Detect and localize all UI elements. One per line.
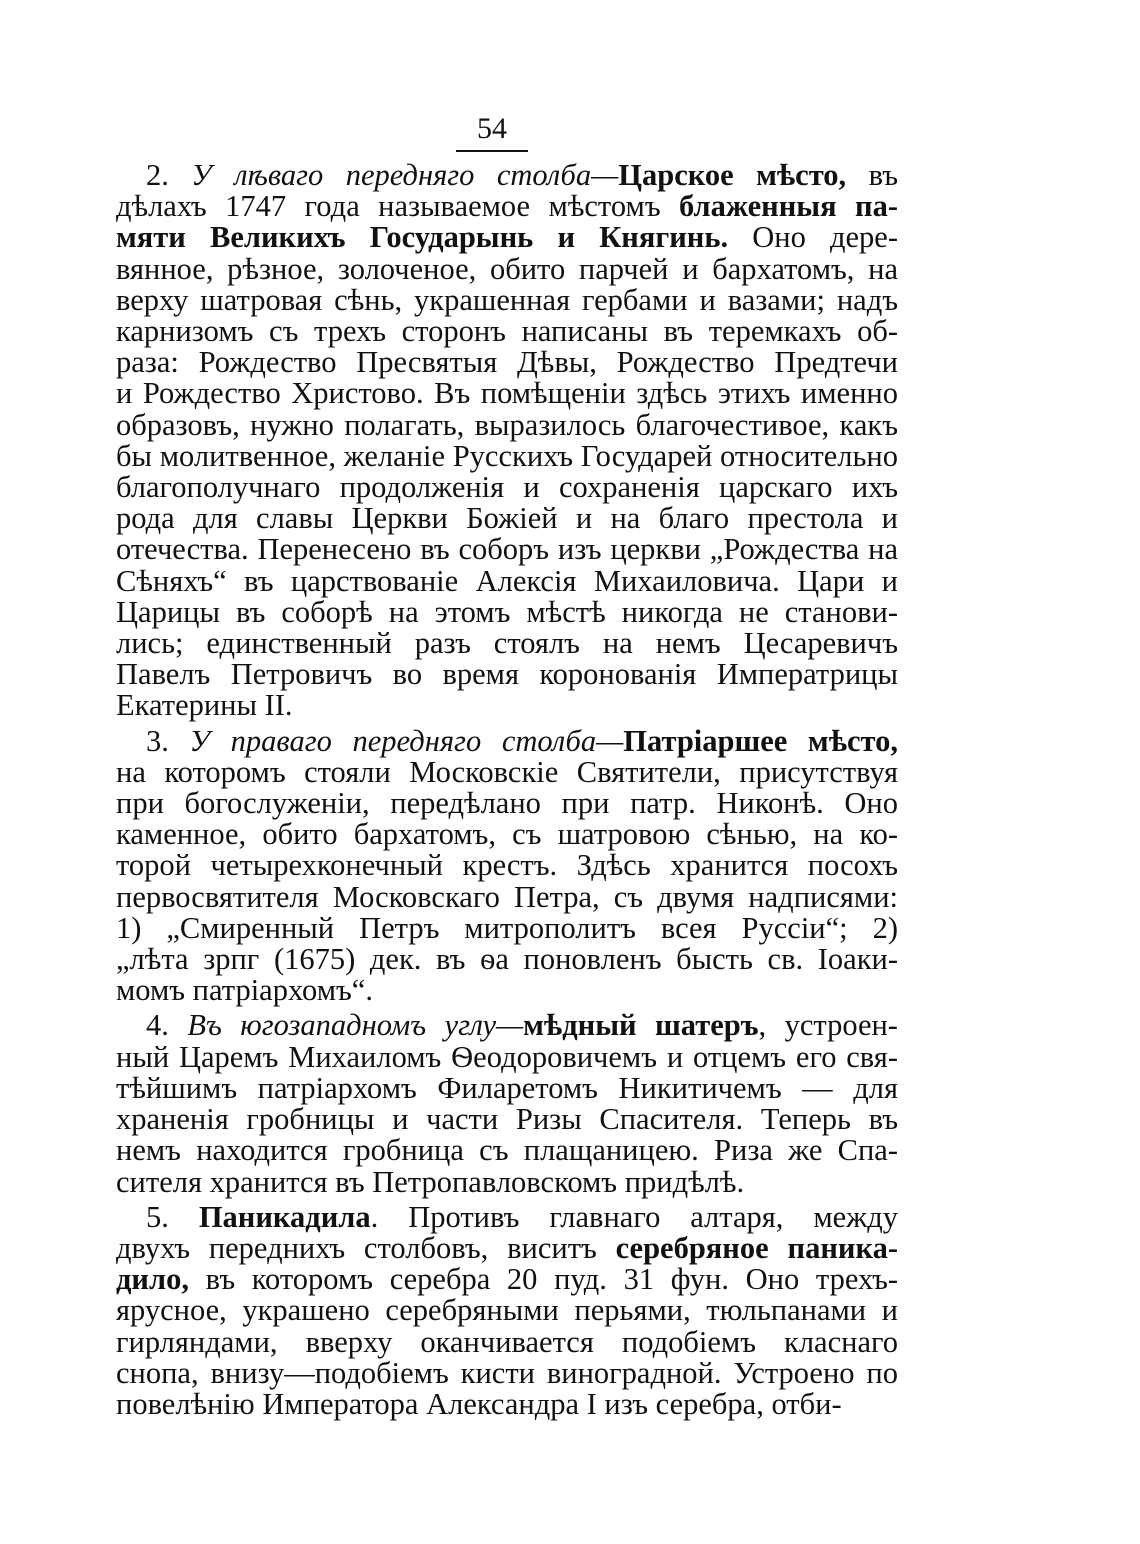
text-line: Сѣняхъ“ въ царствованіе Алексія Михаиловича. Цари и xyxy=(116,563,898,598)
text-line: первосвятителя Московскаго Петра, съ двумя надписями: xyxy=(116,879,898,914)
text-line: благополучнаго продолженія и сохраненія царскаго ихъ xyxy=(116,470,898,505)
text-line: торой четырехконечный крестъ. Здѣсь хранится посохъ xyxy=(116,848,898,883)
text-line: повелѣнію Императора Александра I изъ серебра, отби- xyxy=(116,1386,842,1421)
page-number: 54 xyxy=(456,112,528,152)
text-line: раза: Рождество Пресвятыя Дѣвы, Рождество Предтечи xyxy=(116,345,898,380)
bold-text: Паникадила xyxy=(198,1199,371,1234)
text-line: вянное, рѣзное, золоченое, обито парчей и бархатомъ, на xyxy=(116,251,898,286)
text-line: храненія гробницы и части Ризы Спасителя. Теперь въ xyxy=(116,1102,898,1137)
main-text xyxy=(116,160,898,1420)
text-line: Царицы въ соборѣ на этомъ мѣстѣ никогда не станови- xyxy=(116,594,898,629)
text-line: лись; единственный разъ стоялъ на немъ Цесаревичъ xyxy=(116,626,898,661)
text-line: Екатерины II. xyxy=(116,688,293,723)
text-line: 2. У лѣваго передняго столба—Царское мѣсто, въ xyxy=(146,158,899,192)
text-line: снопа, внизу—подобіемъ кисти виноградной. Устроено по xyxy=(116,1355,898,1390)
text-line: образовъ, нужно полагать, выразилось благочестивое, какъ xyxy=(116,407,898,442)
text-line: сителя хранится въ Петропавловскомъ придѣлѣ. xyxy=(116,1164,745,1199)
bold-text: мѣдный шатеръ xyxy=(523,1008,759,1043)
text-line: гирляндами, вверху оканчивается подобіемъ класнаго xyxy=(116,1324,898,1359)
paragraph xyxy=(116,1199,899,1421)
paragraph xyxy=(116,1010,898,1197)
bold-text: Патріаршее мѣсто, xyxy=(623,723,899,758)
text-line: дѣлахъ 1747 года называемое мѣстомъ блаженныя па- xyxy=(116,189,899,224)
text-line: отечества. Перенесено въ соборъ изъ церкви „Рождества на xyxy=(116,532,898,567)
text-line: момъ патріархомъ“. xyxy=(116,973,373,1008)
text-line: тѣйшимъ патріархомъ Филаретомъ Никитичемъ — для xyxy=(116,1070,898,1105)
bold-text: серебряное паника- xyxy=(615,1230,898,1265)
bold-text: Царское мѣсто, xyxy=(618,158,847,192)
text-line: Павелъ Петровичъ во время коронованія Императрицы xyxy=(116,657,898,692)
italic-text: Въ югозападномъ углу— xyxy=(187,1008,524,1043)
text-line: 1) „Смиренный Петръ митрополитъ всея Руссіи“; 2) xyxy=(116,910,898,945)
text-line: немъ находится гробница съ плащаницею. Риза же Спа- xyxy=(116,1133,898,1168)
text-line: верху шатровая сѣнь, украшенная гербами и вазами; надъ xyxy=(116,282,898,317)
italic-text: У лѣваго передняго столба— xyxy=(191,158,619,192)
text-line: двухъ переднихъ столбовъ, виситъ серебряное паника- xyxy=(116,1230,898,1265)
text-line: ный Царемъ Михаиломъ Ѳеодоровичемъ и отцемъ его свя- xyxy=(116,1039,898,1074)
text-line: карнизомъ съ трехъ сторонъ написаны въ теремкахъ об- xyxy=(116,314,898,349)
text-line: каменное, обито бархатомъ, съ шатровою сѣнью, на ко- xyxy=(116,817,898,852)
text-line: „лѣта зрпг (1675) дек. въ ѳа поновленъ бысть св. Іоаки- xyxy=(116,942,898,977)
bold-text: блаженныя па- xyxy=(679,189,899,224)
text-line: ярусное, украшено серебряными перьями, тюльпанами и xyxy=(116,1293,898,1328)
text-line: при богослуженіи, передѣлано при патр. Никонѣ. Оно xyxy=(116,786,898,821)
italic-text: У праваго передняго столба— xyxy=(189,723,624,758)
text-line: на которомъ стояли Московскіе Святители, присутствуя xyxy=(116,754,898,789)
text-line: бы молитвенное, желаніе Русскихъ Государей относительно xyxy=(116,438,898,473)
bold-text: дило, xyxy=(116,1262,189,1297)
paragraph xyxy=(116,723,899,1008)
text-line: рода для славы Церкви Божіей и на благо престола и xyxy=(116,501,898,536)
text-line: мяти Великихъ Государынь и Княгинь. Оно дере- xyxy=(116,220,898,255)
text-line: и Рождество Христово. Въ помѣщеніи здѣсь этихъ именно xyxy=(116,376,898,411)
text-line: дило, въ которомъ серебра 20 пуд. 31 фун. Оно трехъ- xyxy=(116,1262,898,1297)
paragraph xyxy=(116,160,898,722)
text-line: 4. Въ югозападномъ углу—мѣдный шатеръ, устроен- xyxy=(146,1008,898,1043)
text-line: 3. У праваго передняго столба—Патріаршее мѣсто, xyxy=(146,723,899,758)
bold-text: мяти Великихъ Государынь и Княгинь. xyxy=(116,220,729,255)
text-line: 5. Паникадила. Противъ главнаго алтаря, между xyxy=(146,1199,899,1234)
